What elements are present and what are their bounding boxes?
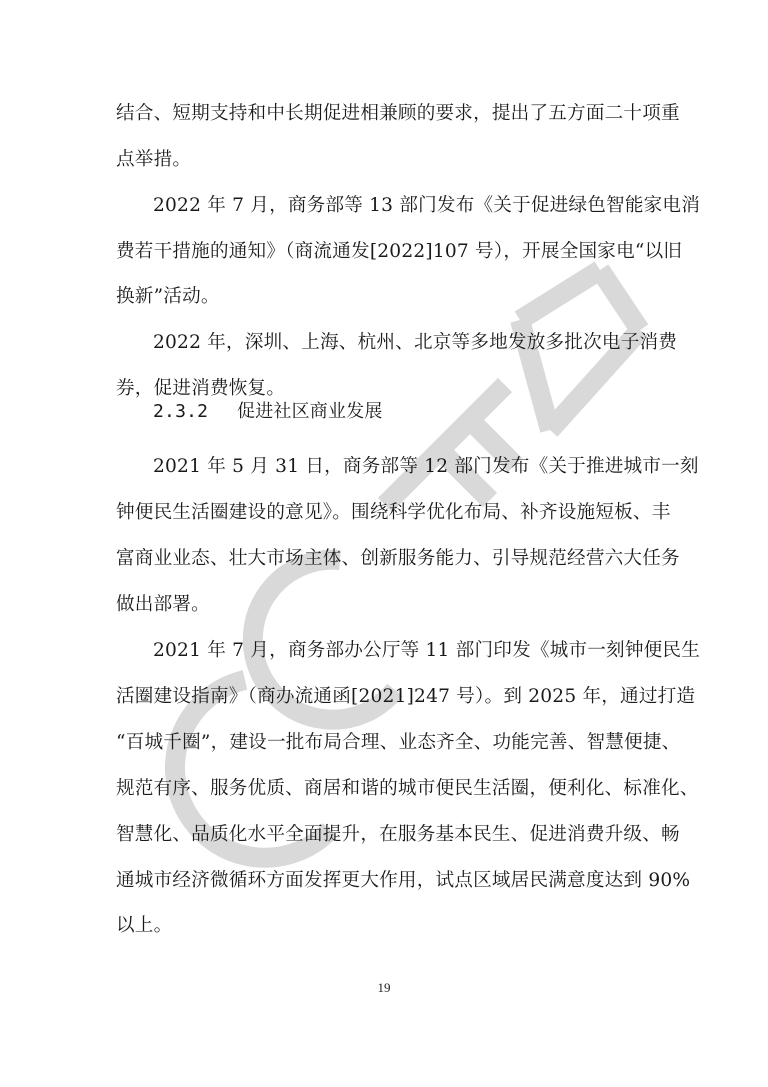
paragraph-line: 2022 年，深圳、上海、杭州、北京等多地发放多批次电子消费 <box>153 332 678 353</box>
paragraph-line: 活圈建设指南》（商办流通函[2021]247 号）。到 2025 年，通过打造 <box>116 686 696 707</box>
paragraph-line: 2021 年 7 月，商务部办公厅等 11 部门印发《城市一刻钟便民生 <box>153 640 701 661</box>
paragraph-line: 通城市经济微循环方面发挥更大作用，试点区域居民满意度达到 90% <box>116 870 691 891</box>
paragraph-line: 结合、短期支持和中长期促进相兼顾的要求，提出了五方面二十项重 <box>116 103 680 124</box>
paragraph-line: “百城千圈”，建设一批布局合理、业态齐全、功能完善、智慧便捷、 <box>116 732 681 753</box>
paragraph-line: 券，促进消费恢复。 <box>116 378 286 399</box>
page-number: 19 <box>377 980 391 995</box>
paragraph-line: 换新”活动。 <box>116 286 220 307</box>
paragraph-line: 2021 年 5 月 31 日，商务部等 12 部门发布《关于推进城市一刻 <box>153 456 699 477</box>
paragraph-line: 2022 年 7 月，商务部等 13 部门发布《关于促进绿色智能家电消 <box>153 195 701 216</box>
paragraph-line: 钟便民生活圈建设的意见》。围绕科学优化布局、补齐设施短板、丰 <box>116 502 671 523</box>
paragraph-line: 做出部署。 <box>116 594 210 615</box>
section-heading <box>116 390 383 434</box>
paragraph-line: 智慧化、品质化水平全面提升，在服务基本民生、促进消费升级、畅 <box>116 824 680 845</box>
paragraph-line: 规范有序、服务优质、商居和谐的城市便民生活圈，便利化、标准化、 <box>116 778 699 799</box>
section-title: 促进社区商业发展 <box>237 401 383 422</box>
section-number: 2.3.2 <box>153 401 209 422</box>
paragraph-line: 以上。 <box>116 915 173 936</box>
paragraph-line: 费若干措施的通知》（商流通发[2022]107 号），开展全国家电“以旧 <box>116 241 683 262</box>
paragraph-line: 点举措。 <box>116 149 192 170</box>
paragraph-line: 富商业业态、壮大市场主体、创新服务能力、引导规范经营六大任务 <box>116 548 680 569</box>
